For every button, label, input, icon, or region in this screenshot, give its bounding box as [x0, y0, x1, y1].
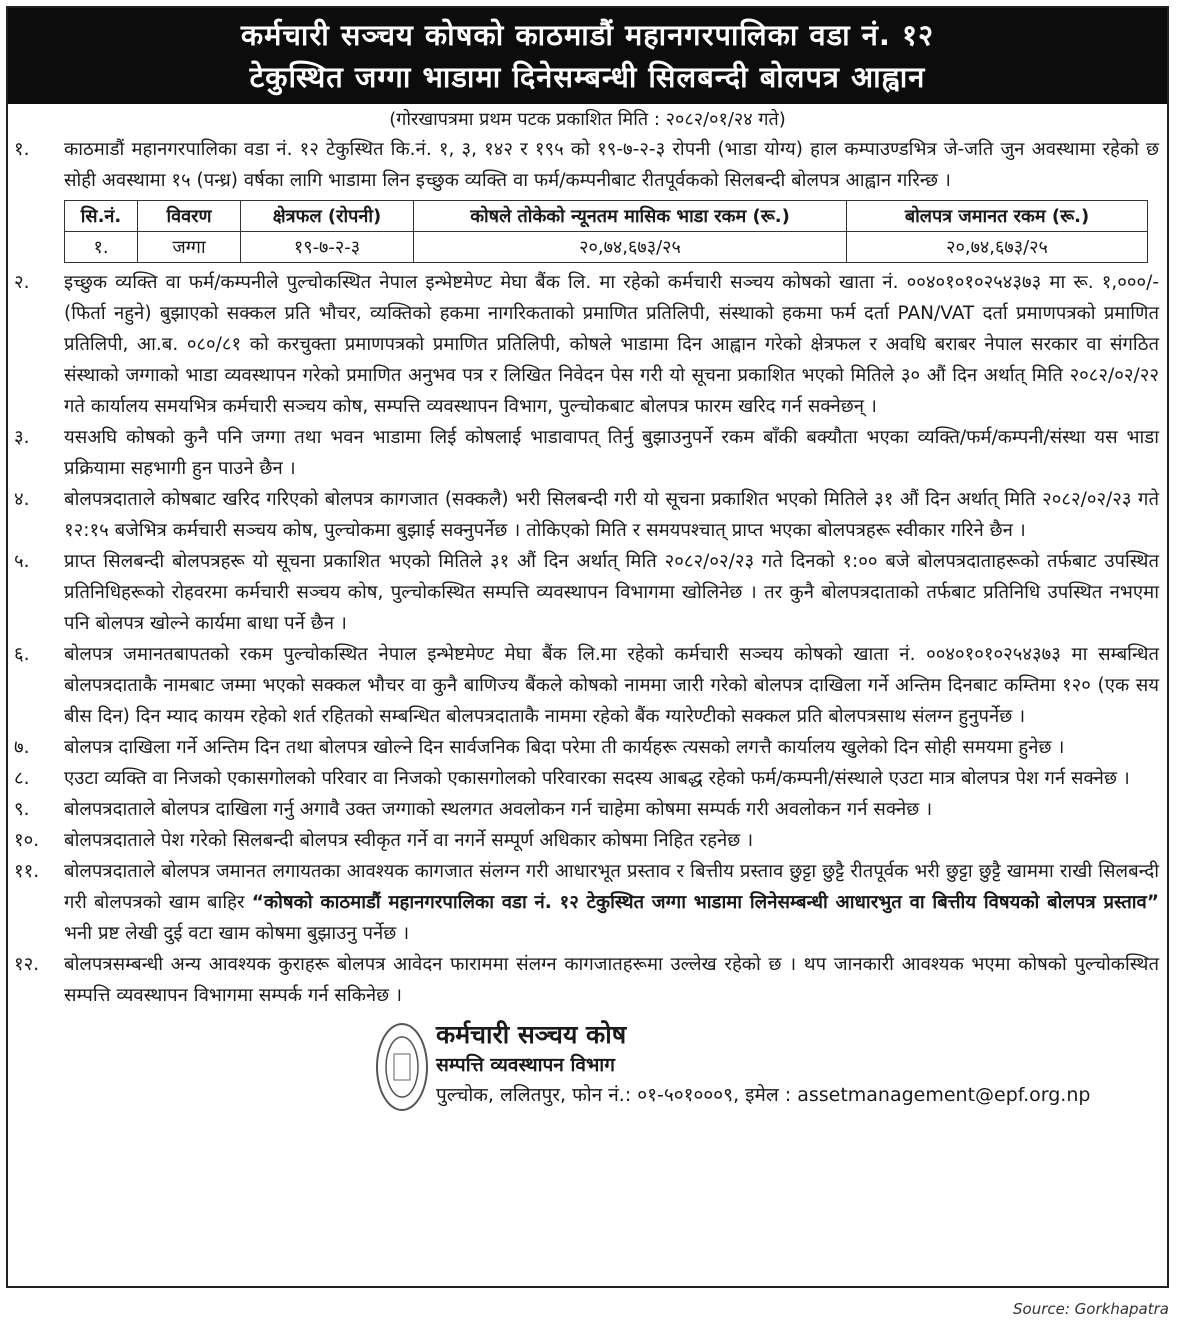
column-header: विवरण	[138, 201, 241, 232]
paragraph-8	[14, 763, 1159, 794]
paragraph-text: बोलपत्रदाताले बोलपत्र दाखिला गर्नु अगावै उक्त जग्गाको स्थलगत अवलोकन गर्न चाहेमा कोषमा सम्पर्क गरी अवलोकन गर्न सक्नेछ ।	[64, 799, 933, 820]
organization-name: कर्मचारी सञ्चय कोष	[436, 1020, 627, 1049]
publication-date: (गोरखापत्रमा प्रथम पटक प्रकाशित मिति : २०८२/०१/२४ गते)	[389, 109, 786, 130]
envelope-label-text: “कोषको काठमाडौं महानगरपालिका वडा नं. १२ टेकुस्थित जग्गा भाडामा लिनेसम्बन्धी आधारभुत वा बित्तीय विषयको बोलपत्र प्रस्ताव”	[251, 892, 1159, 913]
paragraph-number: ३.	[14, 427, 30, 448]
paragraph-text: काठमाडौं महानगरपालिका वडा नं. १२ टेकुस्थित कि.नं. १, ३, १४२ र १९५ को १९-७-२-३ रोपनी (भाडा योग्य) हाल कम्पाउण्डभित्र जे-जति जुन अवस्थामा रहेको छ सोही अवस्थामा १५ (पन्ध्र) वर्षका लागि भाडामा लिन इच्छुक व्यक्ति वा फर्म/कम्पनीबाट रीतपूर्वकको सिलबन्दी बोलपत्र आह्वान गरिन्छ ।	[64, 139, 1159, 191]
paragraph-10	[14, 825, 1159, 856]
table-row	[65, 232, 1148, 263]
paragraph-4	[14, 484, 1159, 546]
column-header: क्षेत्रफल (रोपनी)	[241, 201, 414, 232]
column-header: बोलपत्र जमानत रकम (रू.)	[847, 201, 1148, 232]
contact-info: पुल्चोक, ललितपुर, फोन नं.: ०१-५०१०००९, इमेल : assetmanagement@epf.org.np	[436, 1084, 1091, 1106]
paragraph-text: बोलपत्र जमानतबापतको रकम पुल्चोकस्थित नेपाल इन्भेष्टमेण्ट मेघा बैंक लि.मा रहेको कर्मचारी सञ्चय कोषको खाता नं. ००४०१०१०२५४३७३ मा सम्बन्धित बोलपत्रदाताकै नामबाट जम्मा भएको सक्कल भौचर वा कुनै बाणिज्य बैंकले कोषको नाममा जारी गरेको बोलपत्र दाखिला गर्ने अन्तिम दिनबाट कम्तिमा १२० (एक सय बीस दिन) दिन म्याद कायम रहेको शर्त रहितको सम्बन्धित बोलपत्रदाताकै नाममा रहेको बैंक ग्यारेण्टीको सक्कल प्रति बोलपत्रसाथ संलग्न हुनुपर्नेछ ।	[64, 644, 1159, 727]
paragraph-text: इच्छुक व्यक्ति वा फर्म/कम्पनीले पुल्चोकस्थित नेपाल इन्भेष्टमेण्ट मेघा बैंक लि. मा रहेको कर्मचारी सञ्चय कोषको खाता नं. ००४०१०१०२५४३७३ मा रू. १,०००/- (फिर्ता नहुने) बुझाएको सक्कल प्रति भौचर, व्यक्तिको हकमा नागरिकताको प्रमाणित प्रतिलिपी, संस्थाको हकमा फर्म दर्ता PAN/VAT दर्ता प्रमाणपत्रको प्रमाणित प्रतिलिपी, आ.ब. ०८०/८१ को करचुक्ता प्रमाणपत्रको प्रमाणित प्रतिलिपी, कोषले भाडामा दिन आह्वान गरेको क्षेत्रफल र अवधि बराबर नेपाल सरकार वा संगठित संस्थाको जग्गाको भाडा व्यवस्थापन गरेको प्रमाणित अनुभव पत्र र लिखित निवेदन पेस गरी यो सूचना प्रकाशित भएको मितिले ३० औं दिन अर्थात् मिति २०८२/०२/२२ गते कार्यालय समयभित्र कर्मचारी सञ्चय कोष, सम्पत्ति व्यवस्थापन विभाग, पुल्चोकबाट बोलपत्र फारम खरिद गर्न सक्नेछन् ।	[64, 272, 1159, 417]
paragraph-number: ९.	[14, 799, 30, 820]
paragraph-6	[14, 639, 1159, 732]
notice-body	[8, 134, 1167, 1117]
paragraph-5	[14, 546, 1159, 639]
paragraph-9	[14, 794, 1159, 825]
table-cell: २०,७४,६७३/२५	[414, 232, 847, 263]
title-line-2: टेकुस्थित जग्गा भाडामा दिनेसम्बन्धी सिलबन्दी बोलपत्र आह्वान	[249, 60, 926, 94]
notice-header	[8, 8, 1167, 104]
paragraph-number: ६.	[14, 644, 30, 665]
paragraph-11	[14, 856, 1159, 949]
paragraph-number: २.	[14, 272, 30, 293]
paragraph-2	[14, 267, 1159, 422]
paragraph-text: एउटा व्यक्ति वा निजको एकासगोलको परिवार वा निजको एकासगोलको परिवारका सदस्य आबद्ध रहेको फर्म/कम्पनी/संस्थाले एउटा मात्र बोलपत्र पेश गर्न सक्नेछ ।	[64, 768, 1130, 789]
paragraph-12	[14, 949, 1159, 1011]
paragraph-number: ४.	[14, 489, 30, 510]
paragraph-text	[64, 856, 1159, 949]
column-header: सि.नं.	[65, 201, 138, 232]
epf-seal-logo	[376, 1023, 428, 1111]
paragraph-number: ११.	[14, 861, 40, 882]
table-cell: १९-७-२-३	[241, 232, 414, 263]
land-details-table	[64, 200, 1148, 263]
table-cell: १.	[65, 232, 138, 263]
paragraph-text: बोलपत्रदाताले पेश गरेको सिलबन्दी बोलपत्र स्वीकृत गर्ने वा नगर्ने सम्पूर्ण अधिकार कोषमा निहित रहनेछ ।	[64, 830, 754, 851]
paragraph-text: प्राप्त सिलबन्दी बोलपत्रहरू यो सूचना प्रकाशित भएको मितिले ३१ औं दिन अर्थात् मिति २०८२/०२/२३ गते दिनको १:०० बजे बोलपत्रदाताहरूको तर्फबाट उपस्थित प्रतिनिधिहरूको रोहवरमा कर्मचारी सञ्चय कोष, पुल्चोकस्थित सम्पत्ति व्यवस्थापन विभागमा खोलिनेछ । तर कुनै बोलपत्रदाताको तर्फबाट प्रतिनिधि उपस्थित नभएमा पनि बोलपत्र खोल्ने कार्यमा बाधा पर्ने छैन ।	[64, 551, 1159, 634]
paragraph-text-part: भनी प्रष्ट लेखी दुई वटा खाम कोषमा बुझाउनु पर्नेछ ।	[64, 923, 410, 944]
signature-block	[384, 1017, 1159, 1117]
tender-notice	[6, 6, 1169, 1288]
paragraph-number: १०.	[14, 830, 40, 851]
column-header: कोषले तोकेको न्यूनतम मासिक भाडा रकम (रू.)	[414, 201, 847, 232]
department-name: सम्पत्ति व्यवस्थापन विभाग	[436, 1054, 615, 1076]
paragraph-number: ८.	[14, 768, 30, 789]
paragraph-number: ७.	[14, 737, 30, 758]
seal-emblem-icon	[382, 1032, 422, 1102]
title-line-1: कर्मचारी सञ्चय कोषको काठमाडौं महानगरपालिका वडा नं. १२	[240, 18, 935, 52]
paragraph-number: १२.	[14, 954, 40, 975]
paragraph-text: बोलपत्रदाताले कोषबाट खरिद गरिएको बोलपत्र कागजात (सक्कलै) भरी सिलबन्दी गरी यो सूचना प्रकाशित भएको मितिले ३१ औं दिन अर्थात् मिति २०८२/०२/२३ गते १२:१५ बजेभित्र कर्मचारी सञ्चय कोष, पुल्चोकमा बुझाई सक्नुपर्नेछ । तोकिएको मिति र समयपश्चात् प्राप्त भएका बोलपत्रहरू स्वीकार गरिने छैन ।	[64, 489, 1159, 541]
table-header-row	[65, 201, 1148, 232]
paragraph-number: ५.	[14, 551, 30, 572]
paragraph-text: बोलपत्र दाखिला गर्ने अन्तिम दिन तथा बोलपत्र खोल्ने दिन सार्वजनिक बिदा परेमा ती कार्यहरू त्यसको लगत्तै कार्यालय खुलेको दिन सोही समयमा हुनेछ ।	[64, 737, 1065, 758]
paragraph-text: यसअघि कोषको कुनै पनि जग्गा तथा भवन भाडामा लिई कोषलाई भाडावापत् तिर्नु बुझाउनुपर्ने रकम बाँकी बक्यौता भएका व्यक्ति/फर्म/कम्पनी/संस्था यस भाडा प्रक्रियामा सहभागी हुन पाउने छैन ।	[64, 427, 1159, 479]
table-cell: जग्गा	[138, 232, 241, 263]
paragraph-3	[14, 422, 1159, 484]
table-cell: २०,७४,६७३/२५	[847, 232, 1148, 263]
paragraph-number: १.	[14, 139, 30, 160]
source-credit: Source: Gorkhapatra	[1013, 1300, 1169, 1318]
paragraph-1	[14, 134, 1159, 196]
paragraph-text-part: बोलपत्रदाताले बोलपत्र जमानत लगायतका आवश्यक कागजात संलग्न गरी आधारभूत प्रस्ताव र बित्तीय प्रस्ताव छुट्टा छुट्टै रीतपूर्वक भरी छुट्टा छुट्टै खाममा राखी सिलबन्दी गरी बोलपत्रको खाम बाहिर	[64, 861, 1159, 913]
paragraph-7	[14, 732, 1159, 763]
paragraph-text: बोलपत्रसम्बन्धी अन्य आवश्यक कुराहरू बोलपत्र आवेदन फाराममा संलग्न कागजातहरूमा उल्लेख रहेको छ । थप जानकारी आवश्यक भएमा कोषको पुल्चोकस्थित सम्पत्ति व्यवस्थापन विभागमा सम्पर्क गर्न सकिनेछ ।	[64, 954, 1159, 1006]
